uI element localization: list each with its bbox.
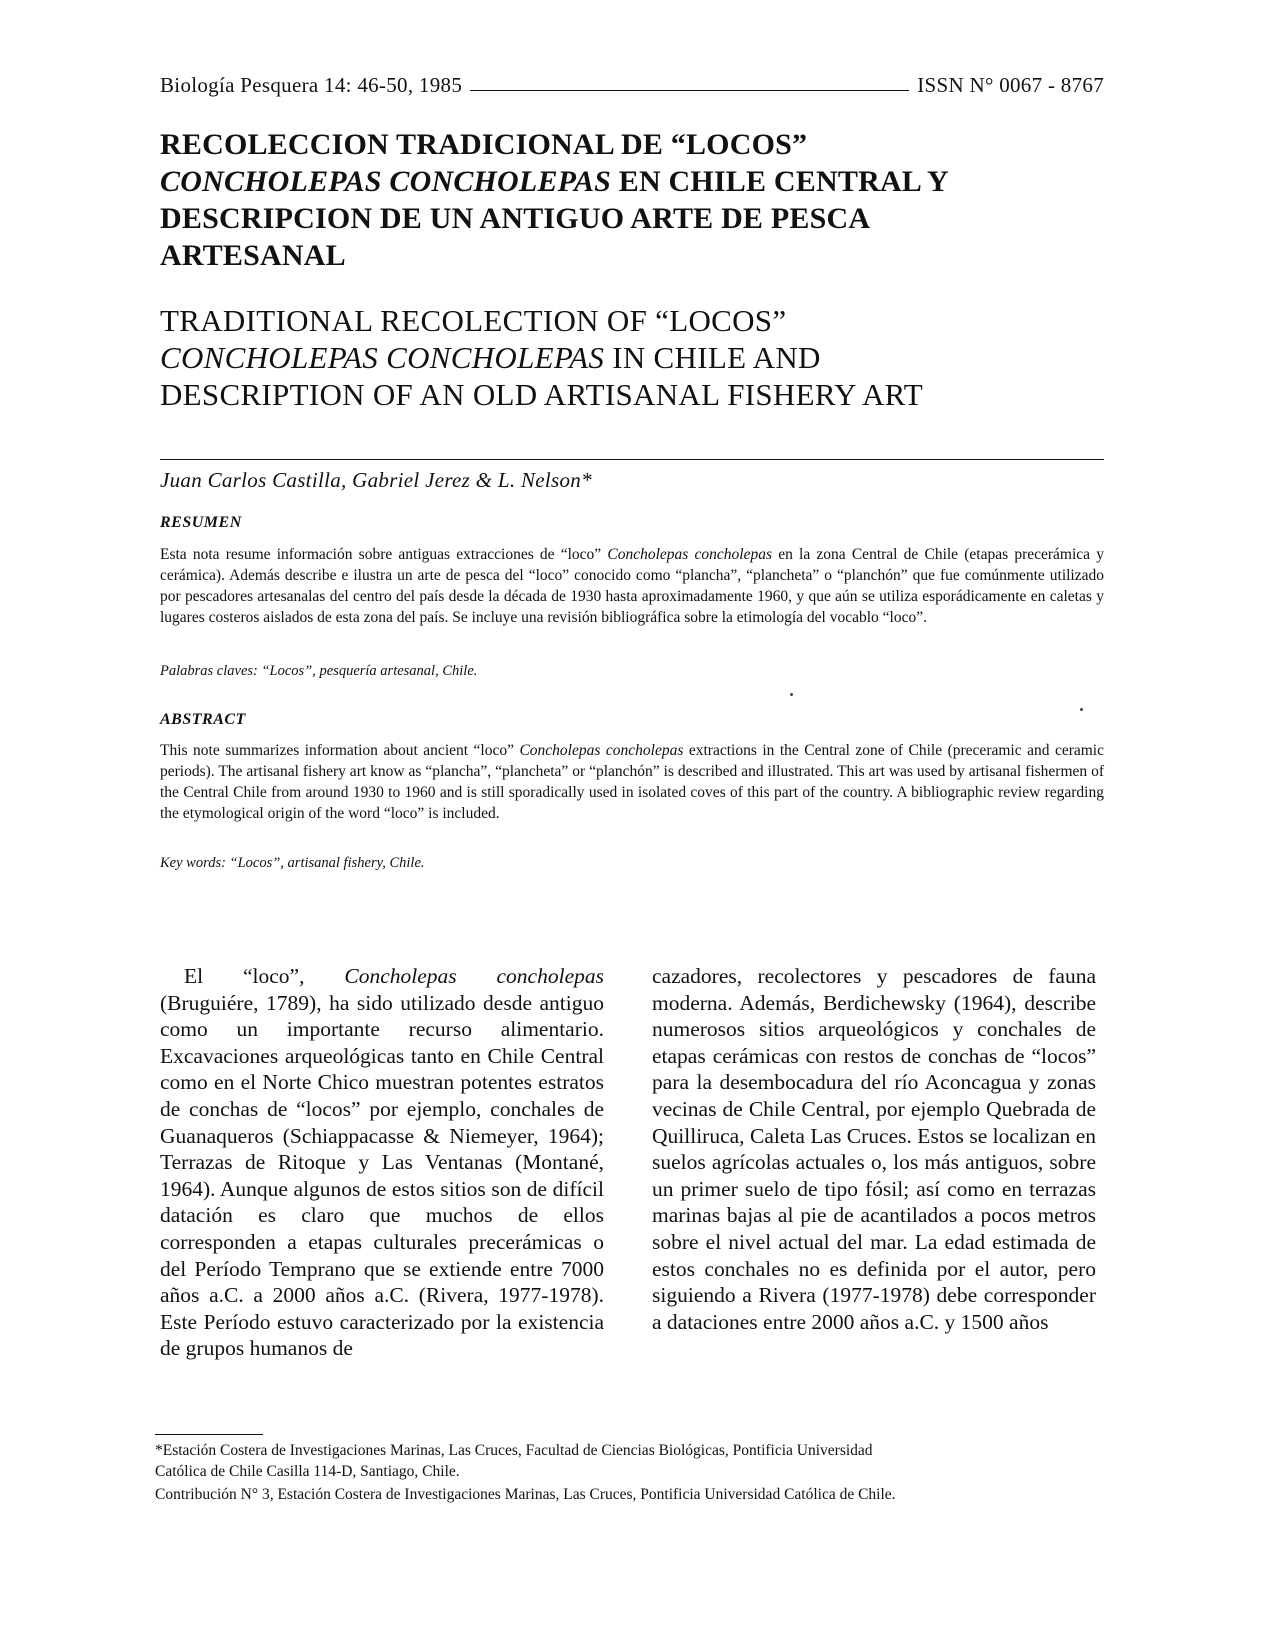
resumen-text bbox=[160, 544, 1104, 628]
title-es-line2-rest: EN CHILE CENTRAL Y bbox=[611, 165, 949, 198]
issn: ISSN N° 0067 - 8767 bbox=[917, 72, 1104, 97]
resumen-text-a: Esta nota resume información sobre antiguas extracciones de “loco” bbox=[160, 546, 608, 563]
speck-mark bbox=[1080, 708, 1083, 711]
resumen-keywords: Palabras claves: “Locos”, pesquería artesanal, Chile. bbox=[160, 663, 478, 679]
resumen-heading: RESUMEN bbox=[160, 514, 242, 531]
title-english bbox=[160, 302, 1100, 413]
resumen-text-b: en la zona Central de Chile (etapas precerámica y cerámica). Además describe e ilustra un arte de pesca del “loco” conocido como “plancha”, “plancheta” o “planchón” que fue comúnmente utilizado por pescadores artesanalas del centro del país desde la década de 1930 hasta aproximadamente 1960, y que aún se utiliza esporádicamente en caletas y lugares costeros aislados de esta zona del país. Se incluye una revisión bibliográfica sobre la etimología del vocablo “loco”. bbox=[160, 546, 1104, 626]
title-en-line2 bbox=[160, 339, 1100, 376]
title-es-line4: ARTESANAL bbox=[160, 239, 346, 272]
title-en-line2-rest: IN CHILE AND bbox=[604, 340, 821, 375]
speck-mark bbox=[790, 693, 793, 696]
footnote-line1: *Estación Costera de Investigaciones Marinas, Las Cruces, Facultad de Ciencias Biológicas, Pontificia Universidad bbox=[155, 1442, 873, 1459]
title-es-line1: RECOLECCION TRADICIONAL DE “LOCOS” bbox=[160, 128, 808, 161]
header-rule bbox=[470, 90, 909, 91]
body-left-a: El “loco”, bbox=[184, 964, 345, 988]
abstract-text-b: extractions in the Central zone of Chile (preceramic and ceramic periods). The artisanal fishery art know as “plancha”, “plancheta” or “planchón” is described and illustrated. This art was used by artisanal fishermen of the Central Chile from around 1930 to 1960 and is still sporadically used in isolated coves of this part of the country. A bibliographic review regarding the etymological origin of the word “loco” is included. bbox=[160, 742, 1104, 822]
footnote-affiliation bbox=[155, 1440, 1105, 1482]
abstract-heading: ABSTRACT bbox=[160, 711, 246, 728]
footnote-rule bbox=[155, 1434, 263, 1435]
title-es-line3: DESCRIPCION DE UN ANTIGUO ARTE DE PESCA bbox=[160, 202, 871, 235]
body-column-right: cazadores, recolectores y pescadores de fauna moderna. Además, Berdichewsky (1964), describe numerosos sitios arqueológicos y conchales de etapas cerámicas con restos de conchas de “locos” para la desembocadura del río Aconcagua y zonas vecinas de Chile Central, por ejemplo Quebrada de Quilliruca, Caleta Las Cruces. Estos se localizan en suelos agrícolas actuales o, los más antiguos, sobre un primer suelo de tipo fósil; así como en terrazas marinas bajas al pie de acantilados a pocos metros sobre el nivel actual del mar. La edad estimada de estos conchales no es definida por el autor, pero siguiendo a Rivera (1977-1978) debe corresponder a dataciones entre 2000 años a.C. y 1500 años bbox=[652, 964, 1096, 1334]
abstract-keywords: Key words: “Locos”, artisanal fishery, Chile. bbox=[160, 855, 425, 871]
resumen-species: Concholepas concholepas bbox=[607, 546, 772, 563]
author-rule bbox=[160, 459, 1104, 460]
abstract-text-a: This note summarizes information about ancient “loco” bbox=[160, 742, 520, 759]
footnote-line2: Católica de Chile Casilla 114-D, Santiago, Chile. bbox=[155, 1463, 460, 1480]
body-left-b: (Bruguiére, 1789), ha sido utilizado desde antiguo como un importante recurso alimentario. Excavaciones arqueológicas tanto en Chile Central como en el Norte Chico muestran potentes estratos de conchas de “locos” por ejemplo, conchales de Guanaqueros (Schiappacasse & Niemeyer, 1964); Terrazas de Ritoque y Las Ventanas (Montané, 1964). Aunque algunos de estos sitios son de difícil datación es claro que muchos de ellos corresponden a etapas culturales precerámicas o del Período Temprano que se extiende entre 7000 años a.C. a 2000 años a.C. (Rivera, 1977-1978). Este Período estuvo caracterizado por la existencia de grupos humanos de bbox=[160, 990, 604, 1361]
title-es-species: CONCHOLEPAS CONCHOLEPAS bbox=[160, 165, 612, 198]
title-spanish bbox=[160, 126, 1100, 274]
abstract-text bbox=[160, 740, 1104, 824]
authors: Juan Carlos Castilla, Gabriel Jerez & L. Nelson* bbox=[160, 468, 592, 492]
title-en-line1: TRADITIONAL RECOLECTION OF “LOCOS” bbox=[160, 303, 787, 338]
journal-citation: Biología Pesquera 14: 46-50, 1985 bbox=[160, 72, 463, 97]
running-head bbox=[160, 70, 1104, 100]
title-es-line2 bbox=[160, 163, 1100, 200]
body-left-species: Concholepas concholepas bbox=[344, 964, 604, 988]
abstract-species: Concholepas concholepas bbox=[519, 742, 684, 759]
body-column-left bbox=[160, 963, 604, 1362]
footnote-contribution: Contribución N° 3, Estación Costera de Investigaciones Marinas, Las Cruces, Pontificia Universidad Católica de Chile. bbox=[155, 1486, 896, 1503]
title-en-line3: DESCRIPTION OF AN OLD ARTISANAL FISHERY ART bbox=[160, 377, 924, 412]
title-en-species: CONCHOLEPAS CONCHOLEPAS bbox=[160, 340, 605, 375]
